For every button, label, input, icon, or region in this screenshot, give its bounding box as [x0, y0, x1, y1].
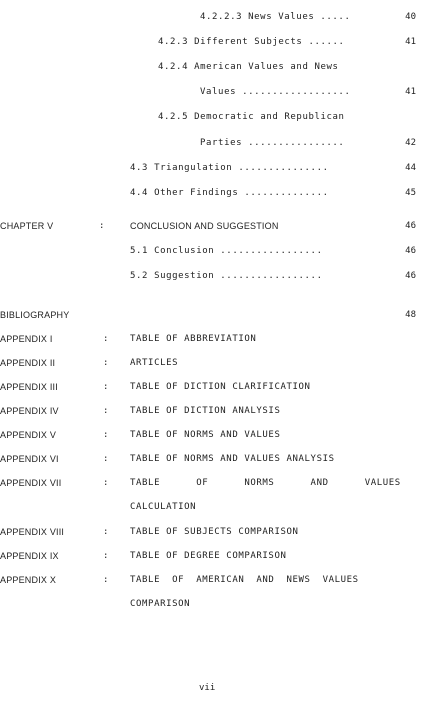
appendix-label: APPENDIX VII: [0, 478, 62, 488]
appendix-label: APPENDIX I: [0, 334, 53, 344]
toc-entry-4-2-4-cont: Values ..................: [200, 87, 351, 97]
appendix-label: APPENDIX IX: [0, 551, 59, 561]
toc-entry-4-3: 4.3 Triangulation ...............: [130, 163, 329, 173]
appendix-colon: :: [103, 527, 109, 537]
appendix-title: TABLE OF DICTION ANALYSIS: [130, 406, 281, 416]
toc-entry-4-2-3: 4.2.3 Different Subjects ......: [158, 37, 345, 47]
bibliography-page-number: 48: [405, 310, 416, 320]
appendix-title: TABLE OF NORMS AND VALUES: [130, 478, 401, 488]
toc-page-number: 46: [405, 271, 416, 281]
toc-entry-4-4: 4.4 Other Findings ..............: [130, 188, 329, 198]
toc-entry-4-2-5: 4.2.5 Democratic and Republican: [158, 112, 345, 122]
appendix-colon: :: [103, 334, 109, 344]
appendix-colon: :: [103, 454, 109, 464]
appendix-label: APPENDIX II: [0, 358, 56, 368]
toc-page-number: 41: [405, 37, 416, 47]
appendix-colon: :: [103, 382, 109, 392]
appendix-title: ARTICLES: [130, 358, 179, 368]
toc-entry-5-1: 5.1 Conclusion .................: [130, 246, 323, 256]
chapter-label: CHAPTER V: [0, 221, 54, 231]
appendix-label: APPENDIX III: [0, 382, 58, 392]
toc-page-number: 41: [405, 87, 416, 97]
appendix-colon: :: [103, 575, 109, 585]
appendix-colon: :: [103, 551, 109, 561]
appendix-colon: :: [103, 406, 109, 416]
appendix-label: APPENDIX VIII: [0, 527, 65, 537]
appendix-title-cont: CALCULATION: [130, 502, 197, 512]
chapter-page-number: 46: [405, 221, 416, 231]
toc-entry-5-2: 5.2 Suggestion .................: [130, 271, 323, 281]
appendix-title: TABLE OF NORMS AND VALUES ANALYSIS: [130, 454, 335, 464]
bibliography-label: BIBLIOGRAPHY: [0, 310, 70, 320]
appendix-colon: :: [103, 478, 109, 488]
chapter-title: CONCLUSION AND SUGGESTION: [130, 221, 279, 231]
appendix-label: APPENDIX X: [0, 575, 57, 585]
appendix-colon: :: [103, 358, 109, 368]
appendix-title: TABLE OF NORMS AND VALUES: [130, 430, 281, 440]
appendix-colon: :: [103, 430, 109, 440]
toc-page-number: 42: [405, 138, 416, 148]
appendix-label: APPENDIX VI: [0, 454, 59, 464]
footer-page-number: vii: [199, 683, 216, 693]
toc-entry-4-2-5-cont: Parties ................: [200, 138, 345, 148]
toc-page-number: 45: [405, 188, 416, 198]
appendix-title: TABLE OF DICTION CLARIFICATION: [130, 382, 311, 392]
toc-entry-4-2-4: 4.2.4 American Values and News: [158, 62, 339, 72]
toc-page-number: 40: [405, 12, 416, 22]
toc-entry-4-2-2-3: 4.2.2.3 News Values .....: [200, 12, 351, 22]
appendix-title: TABLE OF SUBJECTS COMPARISON: [130, 527, 299, 537]
appendix-label: APPENDIX IV: [0, 406, 59, 416]
chapter-colon: :: [99, 221, 105, 231]
toc-page-number: 44: [405, 163, 416, 173]
appendix-title: TABLE OF DEGREE COMPARISON: [130, 551, 287, 561]
appendix-label: APPENDIX V: [0, 430, 57, 440]
toc-page-number: 46: [405, 246, 416, 256]
appendix-title-cont: COMPARISON: [130, 599, 191, 609]
appendix-title: TABLE OF AMERICAN AND NEWS VALUES: [130, 575, 359, 585]
appendix-title: TABLE OF ABBREVIATION: [130, 334, 257, 344]
